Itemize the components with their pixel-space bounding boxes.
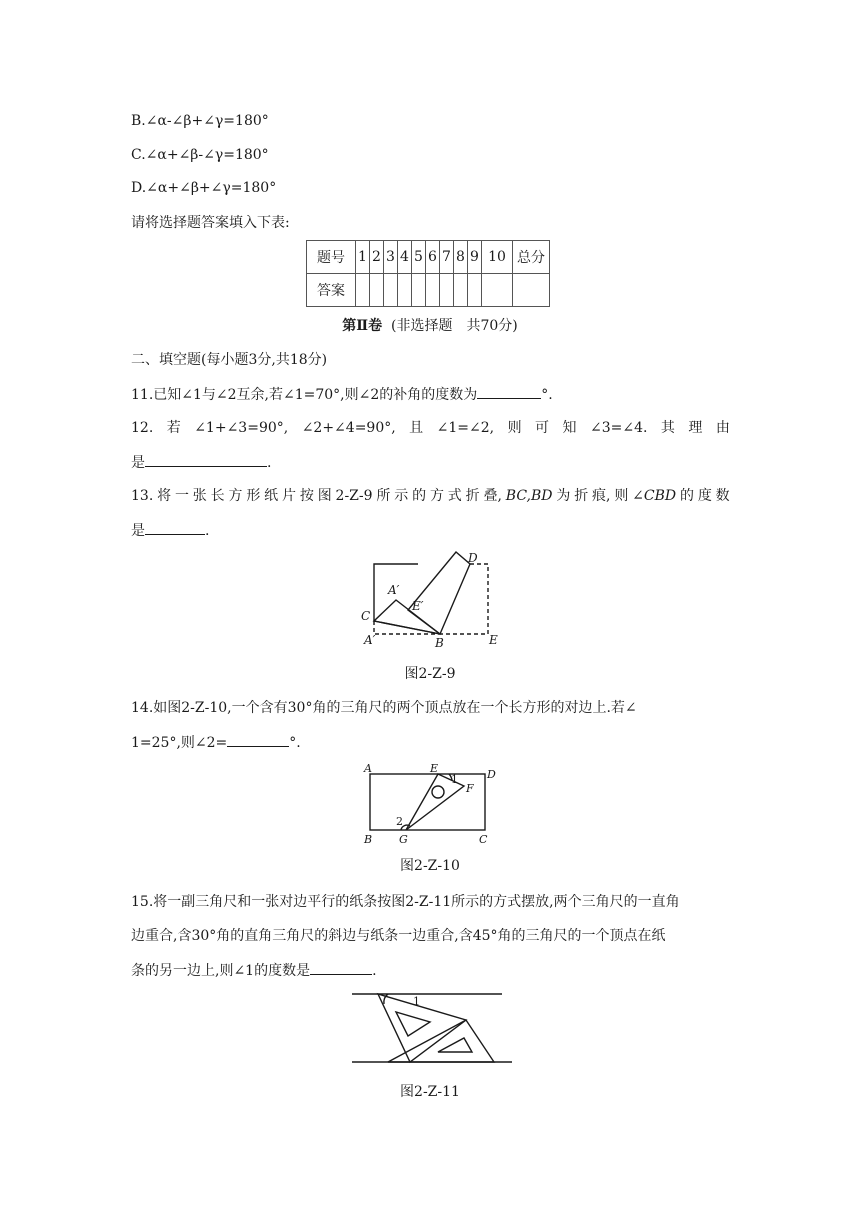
figure-2-z-10-caption: 图2-Z-10 [400,858,460,874]
q13-token: 将 [157,488,172,504]
figure-2-z-11 [348,988,514,1066]
option-b: B.∠α-∠β+∠γ=180° [131,113,269,129]
answer-instruction: 请将选择题答案填入下表: [131,215,290,231]
q12-token: 则 [507,420,522,436]
q12-token: 其 [660,420,675,436]
question-12-line1 [131,418,730,438]
fig10-label-2: 2 [396,815,403,828]
q14-line2-prefix: 1=25°,则∠2= [131,735,228,751]
question-11-text: 11.已知∠1与∠2互余,若∠1=70°,则∠2的补角的度数为 [131,387,478,403]
question-11-suffix: °. [541,387,553,403]
answer-cell[interactable] [440,274,454,307]
q12-token: 若 [166,420,181,436]
table-total-label: 总分 [513,241,550,274]
q13-token: 形 [246,488,261,504]
q13-token: 数 [715,488,730,504]
q13-line2-prefix: 是 [131,523,145,539]
fold-triangle-cba [374,600,440,634]
fig9-label-a-prime-top: A′ [388,583,400,597]
table-number-cell: 9 [468,241,482,274]
fig11-label-1: 1 [413,995,420,1008]
part2-title-rest: (非选择题 共70分) [390,318,518,334]
q13-token: 一 [174,488,189,504]
fig9-label-c: C [361,609,371,623]
q12-token: ∠2+∠4=90°, [301,420,396,436]
option-c: C.∠α+∠β-∠γ=180° [131,147,269,163]
fig9-label-d: D [468,551,478,565]
q13-token: 则 [614,488,629,504]
fig10-label-e: E [430,762,439,775]
fig9-label-e-prime: E′ [412,599,424,613]
q13-token: 长 [210,488,225,504]
table-number-cell: 7 [440,241,454,274]
question-14-line1: 14.如图2-Z-10,一个含有30°角的三角尺的两个顶点放在一个长方形的对边上.若∠ [131,700,637,716]
set-square-45-hole [438,1038,472,1052]
answer-cell[interactable] [468,274,482,307]
answer-cell[interactable] [384,274,398,307]
q12-token: ∠3=∠4. [589,420,648,436]
q12-line2-suffix: . [267,455,272,471]
q13-token: ∠CBD [632,488,677,504]
section-heading: 二、填空题(每小题3分,共18分) [131,352,328,368]
fig10-label-c: C [479,833,488,846]
figure-2-z-10 [358,762,508,850]
figure-2-z-9-caption: 图2-Z-9 [404,666,456,682]
q14-line2-suffix: °. [289,735,301,751]
figure-2-z-9 [358,548,508,648]
total-cell[interactable] [513,274,550,307]
q15-line3-prefix: 条的另一边上,则∠1的度数是 [131,963,311,979]
q12-token: 且 [409,420,424,436]
figure-2-z-11-caption: 图2-Z-11 [400,1084,460,1100]
table-number-cell: 3 [384,241,398,274]
fig10-label-1: 1 [451,773,458,786]
q13-token: 为 [556,488,571,504]
answer-blank-15[interactable] [310,960,372,975]
q13-token: 纸 [264,488,279,504]
q13-token: 13. [131,488,154,504]
table-number-cell: 4 [398,241,412,274]
q13-token: 的 [412,488,427,504]
fig10-label-f: F [466,782,474,795]
fig10-label-d: D [487,768,496,781]
table-number-cell: 10 [482,241,513,274]
answer-cell[interactable] [398,274,412,307]
q13-token: 所 [376,488,391,504]
q12-token: 理 [688,420,703,436]
q13-token: BC,BD [505,488,553,504]
answer-cell[interactable] [426,274,440,307]
part2-title-bold: 第Ⅱ卷 [342,318,383,334]
table-number-cell: 6 [426,241,440,274]
q13-token: 方 [429,488,444,504]
question-14-line2 [131,732,301,753]
answer-table [306,240,550,307]
q12-token: 可 [535,420,550,436]
q12-token: 12. [131,420,154,436]
answer-cell[interactable] [370,274,384,307]
answer-blank-13[interactable] [145,520,205,535]
q13-token: 按 [299,488,314,504]
q15-line3-suffix: . [372,963,377,979]
question-13-line1 [131,486,730,506]
q12-token: 知 [562,420,577,436]
q12-token: ∠1+∠3=90°, [194,420,289,436]
q13-token: 式 [447,488,462,504]
ruler-hole [432,786,444,798]
set-square-30-hole [396,1012,430,1036]
q13-token: 度 [697,488,712,504]
fig9-label-e: E [489,633,498,647]
rect-dashed-edge [440,564,488,634]
answer-blank-14[interactable] [227,732,289,747]
question-12-line2 [131,452,271,473]
q12-token: 由 [715,420,730,436]
q13-token: 张 [192,488,207,504]
crease-cb [374,621,440,634]
answer-blank-11[interactable] [477,384,541,399]
question-15-line1: 15.将一副三角尺和一张对边平行的纸条按图2-Z-11所示的方式摆放,两个三角尺的一直角 [131,894,680,910]
fig10-label-g: G [399,833,408,846]
table-number-cell: 5 [412,241,426,274]
part2-title [0,316,860,336]
table-header-label: 题号 [307,241,356,274]
q13-token: 的 [679,488,694,504]
answer-cell[interactable] [356,274,370,307]
q13-line2-suffix: . [205,523,210,539]
answer-cell[interactable] [412,274,426,307]
q13-token: 叠, [483,488,502,504]
question-15-line3 [131,960,377,981]
question-11 [131,384,553,405]
q13-token: 示 [394,488,409,504]
q13-token: 折 [465,488,480,504]
q13-token: 2-Z-9 [335,488,373,504]
table-number-cell: 1 [356,241,370,274]
q13-token: 图 [317,488,332,504]
fig9-label-a-prime-bottom: A′ [364,633,376,647]
q12-token: ∠1=∠2, [436,420,495,436]
option-d: D.∠α+∠β+∠γ=180° [131,180,277,196]
q13-token: 痕, [592,488,611,504]
fig10-label-b: B [364,833,373,846]
q13-token: 折 [574,488,589,504]
answer-cell[interactable] [482,274,513,307]
q12-line2-prefix: 是 [131,455,145,471]
table-number-cell: 8 [454,241,468,274]
answer-table-header-row [307,241,550,274]
fig9-label-b: B [435,636,444,648]
answer-cell[interactable] [454,274,468,307]
table-number-cell: 2 [370,241,384,274]
table-answer-label: 答案 [307,274,356,307]
q13-token: 方 [228,488,243,504]
question-15-line2: 边重合,含30°角的直角三角尺的斜边与纸条一边重合,含45°角的三角尺的一个顶点在纸 [131,928,666,944]
answer-table-answer-row [307,274,550,307]
answer-blank-12[interactable] [145,452,267,467]
q13-token: 片 [282,488,297,504]
fig10-label-a: A [364,762,372,775]
question-13-line2 [131,520,209,541]
